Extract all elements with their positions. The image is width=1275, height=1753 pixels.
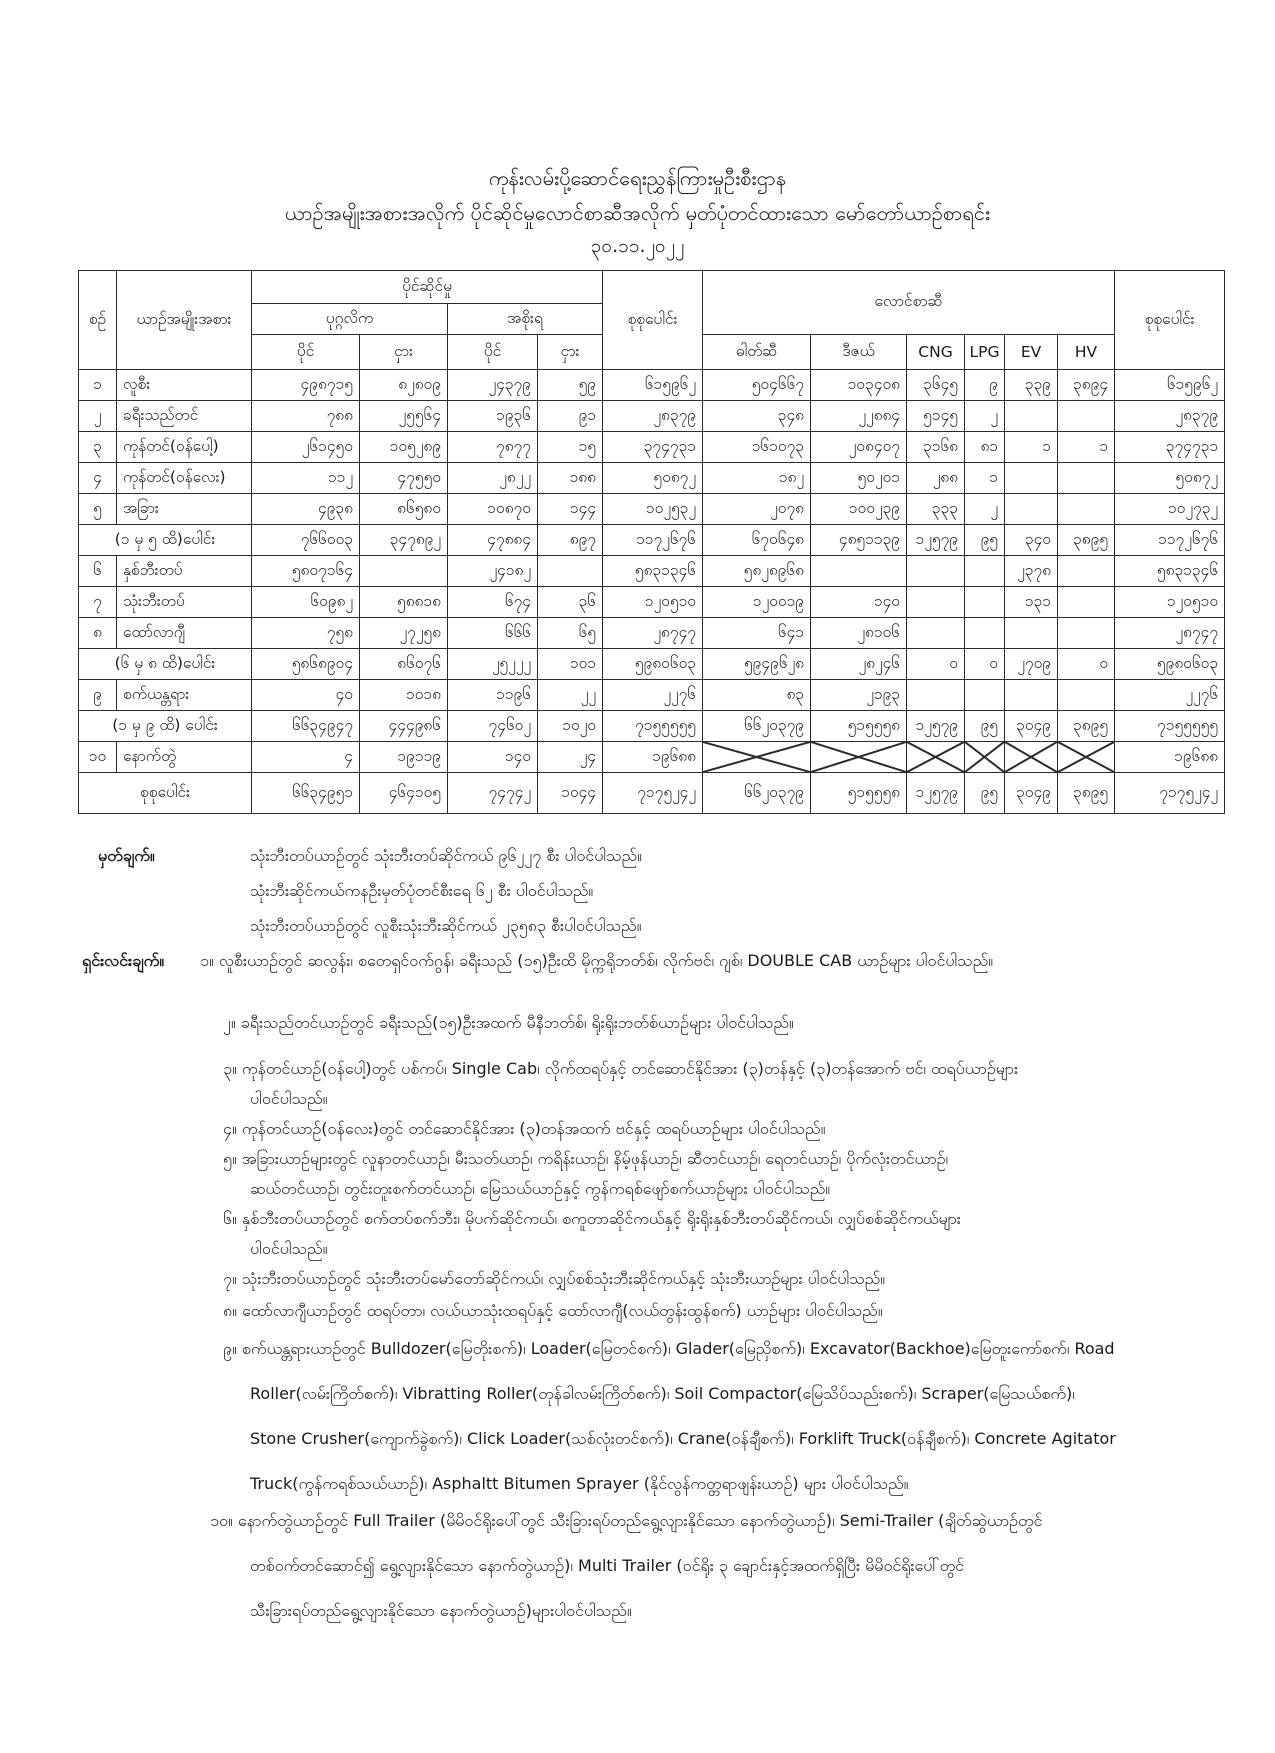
header-cng: CNG xyxy=(907,335,965,370)
data-cell: ၁၉၁၁၉ xyxy=(360,742,448,773)
data-cell: ၃၈၉၅ xyxy=(1058,525,1115,556)
data-cell xyxy=(538,556,603,587)
data-cell: ၇၈၈ xyxy=(252,401,360,432)
data-cell xyxy=(360,556,448,587)
total-cell: ၇၁၇၅၂၄၂ xyxy=(603,773,703,814)
data-cell: ၁၉၆၈၈ xyxy=(603,742,703,773)
data-cell: ၂၂၇၆ xyxy=(603,680,703,711)
document-date: ၃၀.၁၁.၂၀၂၂ xyxy=(590,235,685,257)
data-cell: ၄၉၈၇၁၅ xyxy=(252,370,360,401)
data-cell: ၂၈၃၇၉ xyxy=(603,401,703,432)
data-cell: ၃၈၉၅ xyxy=(1058,711,1115,742)
explanation-line: ၁၀။ နောက်တွဲယာဉ်တွင် Full Trailer (မိမိဝင်ရိုးပေါ်တွင် သီးခြားရပ်တည်ရွေ့လျားနိုင်သော နောက်တွဲယာဉ်)၊ Semi-Trailer (ချိတ်ဆွဲယာဉ်တွင် xyxy=(210,1511,1043,1530)
data-cell: ၁ xyxy=(1005,432,1058,463)
data-cell xyxy=(907,556,965,587)
data-cell: ၇၆၆၀၀၃ xyxy=(252,525,360,556)
data-cell: ၂ xyxy=(965,401,1005,432)
crossed-cell xyxy=(1058,742,1115,773)
row-total: ၇၁၅၅၅၅၅ xyxy=(1115,711,1225,742)
data-cell: ၅၉၄၉၆၂၈ xyxy=(703,649,811,680)
data-cell: ၁၀၂၅၃၂ xyxy=(603,494,703,525)
data-cell: ၁ xyxy=(1058,432,1115,463)
data-cell: ၅၈၆၈၉၀၄ xyxy=(252,649,360,680)
data-cell: ၆၆၃၄၉၄၇ xyxy=(252,711,360,742)
data-cell: ၃၃၉ xyxy=(1005,370,1058,401)
header-type: ယာဉ်အမျိုးအစား xyxy=(117,271,252,370)
header-government: အစိုးရ xyxy=(448,304,603,335)
row-number: ၄ xyxy=(79,463,117,494)
header-ev: EV xyxy=(1005,335,1058,370)
explanation-line: ၈။ ထော်လာဂျီယာဉ်တွင် ထရပ်တာ၊ လယ်ယာသုံးထရပ်နှင့် ထော်လာဂျီ(လယ်တွန်းထွန်စက်) ယာဉ်များ ပါဝင်ပါသည်။ xyxy=(223,1301,883,1320)
data-cell: ၁၀၁၈ xyxy=(360,680,448,711)
crossed-cell xyxy=(1005,742,1058,773)
table-row xyxy=(79,463,1225,494)
data-cell: ၈၁ xyxy=(965,432,1005,463)
data-cell: ၁၂၅၇၉ xyxy=(907,711,965,742)
data-cell xyxy=(965,618,1005,649)
grand-total-row xyxy=(79,773,1225,814)
data-cell: ၁၂၀၅၁၀ xyxy=(603,587,703,618)
table-row xyxy=(79,587,1225,618)
vehicle-type: သုံးဘီးတပ် xyxy=(117,587,252,618)
data-cell: ၅၁၅၅၅၈ xyxy=(811,711,907,742)
data-cell xyxy=(965,587,1005,618)
explanation-line: ၅။ အခြားယာဉ်များတွင် လူနာတင်ယာဉ်၊ မီးသတ်ယာဉ်၊ ကရိန်းယာဉ်၊ နိမ့်ဖုန်ယာဉ်၊ ဆီတင်ယာဉ်၊ ရေတင်ယာဉ်၊ ပိုက်လုံးတင်ယာဉ်၊ xyxy=(223,1149,949,1168)
data-cell: ၅၈၃၁၃၄၆ xyxy=(603,556,703,587)
data-cell: ၇၁၅၅၅၅၅ xyxy=(603,711,703,742)
explanation-line: ဆယ်တင်ယာဉ်၊ တွင်းတူးစက်တင်ယာဉ်၊ မြေသယ်ယာဉ်နှင့် ကွန်ကရစ်ဖျော်စက်ယာဉ်များ ပါဝင်ပါသည်။ xyxy=(250,1179,831,1198)
table-row xyxy=(79,649,1225,680)
data-cell: ၄၄၄၉၈၆ xyxy=(360,711,448,742)
header-fuel: လောင်စာဆီ xyxy=(703,271,1115,335)
explanation-line: တစ်ဝက်တင်ဆောင်၍ ရွေ့လျားနိုင်သော နောက်တွဲယာဉ်)၊ Multi Trailer (ဝင်ရိုး ၃ ချောင်းနှင့်အထက်ရှိပြီး မိမိဝင်ရိုးပေါ်တွင် xyxy=(250,1556,965,1575)
data-cell: ၆၄၁ xyxy=(703,618,811,649)
data-cell: ၁၉၃၆ xyxy=(448,401,538,432)
explanation-line: ၃။ ကုန်တင်ယာဉ်(ဝန်ပေါ့)တွင် ပစ်ကပ်၊ Single Cab၊ လိုက်ထရပ်နှင့် တင်ဆောင်နိုင်အား (၃)တန်နှင့် (၃)တန်အောက် ဗင်၊ ထရပ်ယာဉ်များ xyxy=(223,1059,1019,1078)
data-cell: ၁၄၀ xyxy=(811,587,907,618)
data-cell xyxy=(907,680,965,711)
data-cell: ၃၄၀ xyxy=(1005,525,1058,556)
data-cell: ၆၁၅၉၆၂ xyxy=(603,370,703,401)
total-cell: ၉၅ xyxy=(965,773,1005,814)
data-cell: ၁၆၁၀၇၃ xyxy=(703,432,811,463)
total-cell: ၆၆၂၀၃၇၉ xyxy=(703,773,811,814)
total-cell: ၃၈၉၅ xyxy=(1058,773,1115,814)
data-cell: ၄၀ xyxy=(252,680,360,711)
header-private-rent: ငှား xyxy=(360,335,448,370)
vehicle-type: နှစ်ဘီးတပ် xyxy=(117,556,252,587)
total-cell: ၆၆၃၄၉၅၁ xyxy=(252,773,360,814)
data-cell: ၅၀၂၀၁ xyxy=(811,463,907,494)
vehicle-type: လူစီး xyxy=(117,370,252,401)
header-total: စုစုပေါင်း xyxy=(603,271,703,370)
data-cell: ၅၈၂၈၉၆၈ xyxy=(703,556,811,587)
total-cell: ၁၂၅၇၉ xyxy=(907,773,965,814)
row-number: ၁ xyxy=(79,370,117,401)
explanation-line: ၆။ နှစ်ဘီးတပ်ယာဉ်တွင် စက်တပ်စက်ဘီး၊ မိုပက်ဆိုင်ကယ်၊ စကူတာဆိုင်ကယ်နှင့် ရိုးရိုးနှစ်ဘီးတပ်ဆိုင်ကယ်၊ လျှပ်စစ်ဆိုင်ကယ်များ xyxy=(223,1209,961,1228)
department-title: ကုန်းလမ်းပို့ဆောင်ရေးညွှန်ကြားမှုဦးစီးဌာန xyxy=(488,166,787,190)
vehicle-type: ခရီးသည်တင် xyxy=(117,401,252,432)
data-cell: ၉၅ xyxy=(965,711,1005,742)
data-cell: ၁၂၅၇၉ xyxy=(907,525,965,556)
data-cell xyxy=(965,680,1005,711)
data-cell: ၂၁၉၃ xyxy=(811,680,907,711)
header-diesel: ဒီဇယ် xyxy=(811,335,907,370)
data-cell: ၁၅ xyxy=(538,432,603,463)
vehicle-type: ကုန်တင်(ဝန်လေး) xyxy=(117,463,252,494)
data-cell: ၁၈၂ xyxy=(703,463,811,494)
row-number: ၃ xyxy=(79,432,117,463)
data-cell: ၆၇၀၆၄၈ xyxy=(703,525,811,556)
row-number: ၁၀ xyxy=(79,742,117,773)
explanation-line: Truck(ကွန်ကရစ်သယ်ယာဉ်)၊ Asphaltt Bitumen Sprayer (နိုင်လွန်ကတ္တရာဖျန်းယာဉ်) များ ပါဝင်ပါသည်။ xyxy=(250,1474,909,1493)
data-cell: ၂၂၈၈၄ xyxy=(811,401,907,432)
data-cell: ၆၀၉၈၂ xyxy=(252,587,360,618)
explanation-line: ၁။ လူစီးယာဉ်တွင် ဆလွန်း၊ စတေရှင်ဝက်ဂွန်၊ ခရီးသည် (၁၅)ဦးထိ မိုက္ကရိုဘတ်စ်၊ လိုက်ဗင်၊ ဂျစ်၊ DOUBLE CAB ယာဉ်များ ပါဝင်ပါသည်။ xyxy=(200,951,994,970)
data-cell: ၃၃၃ xyxy=(907,494,965,525)
crossed-cell xyxy=(907,742,965,773)
data-cell: ၁၃၁ xyxy=(1005,587,1058,618)
data-cell xyxy=(1058,401,1115,432)
data-cell: ၅၀၄၆၆၇ xyxy=(703,370,811,401)
data-cell: ၆၆၂၀၃၇၉ xyxy=(703,711,811,742)
table-row xyxy=(79,525,1225,556)
data-cell: ၀ xyxy=(907,649,965,680)
explanation-line: ပါဝင်ပါသည်။ xyxy=(250,1089,328,1108)
row-total: ၅၉၈၀၆၀၃ xyxy=(1115,649,1225,680)
data-cell: ၇၄၆၀၂ xyxy=(448,711,538,742)
crossed-cell xyxy=(965,742,1005,773)
explanation-line: Roller(လမ်းကြိတ်စက်)၊ Vibratting Roller(တုန်ခါလမ်းကြိတ်စက်)၊ Soil Compactor(မြေသိပ်သည်းစက်)၊ Scraper(မြေသယ်စက်)၊ xyxy=(250,1384,1075,1403)
data-cell: ၈၂၈၀၉ xyxy=(360,370,448,401)
data-cell: ၂၈၇၄၇ xyxy=(603,618,703,649)
data-cell xyxy=(1005,680,1058,711)
header-lpg: LPG xyxy=(965,335,1005,370)
data-cell: ၂၄၃၇၉ xyxy=(448,370,538,401)
data-cell: ၃၄၈ xyxy=(703,401,811,432)
data-cell: ၄၈၅၁၁၃၉ xyxy=(811,525,907,556)
data-cell xyxy=(811,556,907,587)
row-number: ၈ xyxy=(79,618,117,649)
data-cell: ၂ xyxy=(965,494,1005,525)
data-cell xyxy=(1058,556,1115,587)
data-cell: ၂၈၈ xyxy=(907,463,965,494)
data-cell: ၈၆၀၇၆ xyxy=(360,649,448,680)
data-cell: ၂၀၇၈ xyxy=(703,494,811,525)
total-cell: ၄၆၄၁၀၅ xyxy=(360,773,448,814)
grand-total-label: စုစုပေါင်း xyxy=(79,773,252,814)
data-cell: ၅၉၈၀၆၀၃ xyxy=(603,649,703,680)
data-cell: ၂၈၂၄၆ xyxy=(811,649,907,680)
data-cell: ၁၂၀၀၁၉ xyxy=(703,587,811,618)
data-cell: ၁၄၀ xyxy=(448,742,538,773)
data-cell: ၅၁၄၅ xyxy=(907,401,965,432)
row-number: ၇ xyxy=(79,587,117,618)
row-number: ၉ xyxy=(79,680,117,711)
data-cell: ၆၅ xyxy=(538,618,603,649)
explanation-line: ၇။ သုံးဘီးတပ်ယာဉ်တွင် သုံးဘီးတပ်မော်တော်ဆိုင်ကယ်၊ လျှပ်စစ်သုံးဘီးဆိုင်ကယ်နှင့် သုံးဘီးယာဉ်များ ပါဝင်ပါသည်။ xyxy=(223,1269,886,1288)
data-cell xyxy=(1005,463,1058,494)
data-cell: ၂၅၅၆၄ xyxy=(360,401,448,432)
total-cell: ၃၀၄၉ xyxy=(1005,773,1058,814)
data-cell: ၁၀၅၂၈၉ xyxy=(360,432,448,463)
table-row xyxy=(79,711,1225,742)
vehicle-type: ထော်လာဂျီ xyxy=(117,618,252,649)
row-number: ၂ xyxy=(79,401,117,432)
data-cell xyxy=(1005,494,1058,525)
row-total: ၃၇၄၇၃၁ xyxy=(1115,432,1225,463)
remarks-label: မှတ်ချက်။ xyxy=(98,846,155,865)
data-cell: ၁၈၈ xyxy=(538,463,603,494)
data-cell: ၄ xyxy=(252,742,360,773)
data-cell xyxy=(1058,463,1115,494)
data-cell: ၄၇၅၅၀ xyxy=(360,463,448,494)
crossed-cell xyxy=(703,742,811,773)
row-number: ၅ xyxy=(79,494,117,525)
data-cell: ၅၈၈၁၈ xyxy=(360,587,448,618)
data-cell: ၂၇၀၉ xyxy=(1005,649,1058,680)
remark-line: သုံးဘီးတပ်ယာဉ်တွင် သုံးဘီးတပ်ဆိုင်ကယ် ၉၆၂၂၇ စီး ပါဝင်ပါသည်။ xyxy=(250,846,642,865)
data-cell: ၁၀၀၂၃၉ xyxy=(811,494,907,525)
data-cell xyxy=(907,587,965,618)
data-cell: ၄၉၃၈ xyxy=(252,494,360,525)
data-cell xyxy=(1058,618,1115,649)
row-total: ၅၀၈၇၂ xyxy=(1115,463,1225,494)
data-cell: ၉၁ xyxy=(538,401,603,432)
explanation-line: ၂။ ခရီးသည်တင်ယာဉ်တွင် ခရီးသည်(၁၅)ဦးအထက် မီနီဘတ်စ်၊ ရိုးရိုးဘတ်စ်ယာဉ်များ ပါဝင်ပါသည်။ xyxy=(223,1013,794,1032)
remark-line: သုံးဘီးတပ်ယာဉ်တွင် လူစီးသုံးဘီးဆိုင်ကယ် ၂၃၅၈၃ စီးပါဝင်ပါသည်။ xyxy=(250,916,642,935)
data-cell: ၈၉၇ xyxy=(538,525,603,556)
header-hv: HV xyxy=(1058,335,1115,370)
data-cell: ၇၅၈ xyxy=(252,618,360,649)
header-private-own: ပိုင် xyxy=(252,335,360,370)
crossed-cell xyxy=(811,742,907,773)
grand-total-value: ၇၁၇၅၂၄၂ xyxy=(1115,773,1225,814)
total-cell: ၅၁၅၅၅၈ xyxy=(811,773,907,814)
table-row xyxy=(79,556,1225,587)
data-cell: ၂၄ xyxy=(538,742,603,773)
explanation-line: ပါဝင်ပါသည်။ xyxy=(250,1239,328,1258)
header-government-own: ပိုင် xyxy=(448,335,538,370)
data-cell: ၂၄၁၈၂ xyxy=(448,556,538,587)
subtotal-label: (၆ မှ ၈ ထိ)ပေါင်း xyxy=(79,649,252,680)
data-cell: ၅၉ xyxy=(538,370,603,401)
data-cell: ၇၈၇၇ xyxy=(448,432,538,463)
data-cell: ၂၃၇၈ xyxy=(1005,556,1058,587)
document-title: ယာဉ်အမျိုးအစားအလိုက် ပိုင်ဆိုင်မှုလောင်စာဆီအလိုက် မှတ်ပုံတင်ထားသော မော်တော်ယာဉ်စာရင်း xyxy=(284,201,991,225)
row-total: ၁၀၂၇၃၂ xyxy=(1115,494,1225,525)
row-total: ၂၈၇၄၇ xyxy=(1115,618,1225,649)
data-cell: ၁၀၁ xyxy=(538,649,603,680)
header-grand-total: စုစုပေါင်း xyxy=(1115,271,1225,370)
table-row xyxy=(79,370,1225,401)
data-cell: ၀ xyxy=(965,649,1005,680)
table-row xyxy=(79,680,1225,711)
vehicle-registration-table xyxy=(78,270,1225,814)
data-cell xyxy=(1058,587,1115,618)
data-cell: ၁ xyxy=(965,463,1005,494)
explanation-line: သီးခြားရပ်တည်ရွေ့လျားနိုင်သော နောက်တွဲယာဉ်)များပါဝင်ပါသည်။ xyxy=(250,1601,632,1620)
data-cell: ၁၄၄ xyxy=(538,494,603,525)
data-cell: ၁၁၇၂၆၇၆ xyxy=(603,525,703,556)
header-no: စဉ် xyxy=(79,271,117,370)
data-cell: ၈၃ xyxy=(703,680,811,711)
row-total: ၁၂၀၅၁၀ xyxy=(1115,587,1225,618)
data-cell: ၉၅ xyxy=(965,525,1005,556)
vehicle-type: အခြား xyxy=(117,494,252,525)
data-cell: ၁၀၃၄၀၈ xyxy=(811,370,907,401)
data-cell: ၅၈၀၇၁၆၄ xyxy=(252,556,360,587)
data-cell: ၃၄၇၈၉၂ xyxy=(360,525,448,556)
data-cell: ၃၆၄၅ xyxy=(907,370,965,401)
data-cell: ၃၁၆၈ xyxy=(907,432,965,463)
data-cell: ၃၆ xyxy=(538,587,603,618)
data-cell: ၂၇၂၅၈ xyxy=(360,618,448,649)
remark-line: သုံးဘီးဆိုင်ကယ်ကနဦးမှတ်ပုံတင်စီးရေ ၆၂ စီး ပါဝင်ပါသည်။ xyxy=(250,881,594,900)
data-cell: ၄၇၈၈၄ xyxy=(448,525,538,556)
data-cell: ၆၇၄ xyxy=(448,587,538,618)
data-cell: ၂၈၂၂ xyxy=(448,463,538,494)
explanation-line: ၄။ ကုန်တင်ယာဉ်(ဝန်လေး)တွင် တင်ဆောင်နိုင်အား (၃)တန်အထက် ဗင်နှင့် ထရပ်ယာဉ်များ ပါဝင်ပါသည်။ xyxy=(223,1119,826,1138)
table-row xyxy=(79,432,1225,463)
row-total: ၆၁၅၉၆၂ xyxy=(1115,370,1225,401)
row-number: ၆ xyxy=(79,556,117,587)
data-cell: ၁၀၈၇၀ xyxy=(448,494,538,525)
explanation-label: ရှင်းလင်းချက်။ xyxy=(82,951,165,970)
table-row xyxy=(79,494,1225,525)
header-petrol: ဓါတ်ဆီ xyxy=(703,335,811,370)
table-row xyxy=(79,742,1225,773)
header-ownership: ပိုင်ဆိုင်မှု xyxy=(252,271,603,304)
data-cell: ၅၀၈၇၂ xyxy=(603,463,703,494)
vehicle-type: နောက်တွဲ xyxy=(117,742,252,773)
row-total: ၂၂၇၆ xyxy=(1115,680,1225,711)
header-private: ပုဂ္ဂလိက xyxy=(252,304,448,335)
data-cell: ၃၈၉၄ xyxy=(1058,370,1115,401)
data-cell: ၁၀၂၀ xyxy=(538,711,603,742)
vehicle-type: ကုန်တင်(ဝန်ပေါ့) xyxy=(117,432,252,463)
subtotal-label: (၁ မှ ၅ ထိ)ပေါင်း xyxy=(79,525,252,556)
data-cell xyxy=(1058,680,1115,711)
data-cell: ၆၆၆ xyxy=(448,618,538,649)
data-cell: ၂၆၁၄၅၀ xyxy=(252,432,360,463)
explanation-line: ၉။ စက်ယန္တရားယာဉ်တွင် Bulldozer(မြေတိုးစက်)၊ Loader(မြေတင်စက်)၊ Glader(မြေညှိစက်)၊ Excavator(Backhoe)မြေတူးကော်စက်၊ Road xyxy=(223,1339,1115,1358)
data-cell xyxy=(965,556,1005,587)
data-cell: ၂၅၂၂၂ xyxy=(448,649,538,680)
data-cell xyxy=(1058,494,1115,525)
data-cell: ၉ xyxy=(965,370,1005,401)
data-cell xyxy=(907,618,965,649)
data-cell: ၂၀၈၄၀၇ xyxy=(811,432,907,463)
table-row xyxy=(79,618,1225,649)
subtotal-label: (၁ မှ ၉ ထိ) ပေါင်း xyxy=(79,711,252,742)
total-cell: ၇၄၇၄၂ xyxy=(448,773,538,814)
data-cell: ၂၈၁၀၆ xyxy=(811,618,907,649)
total-cell: ၁၀၄၄ xyxy=(538,773,603,814)
data-cell: ၀ xyxy=(1058,649,1115,680)
data-cell: ၁၁၂ xyxy=(252,463,360,494)
table-row xyxy=(79,401,1225,432)
data-cell xyxy=(1005,401,1058,432)
header-government-rent: ငှား xyxy=(538,335,603,370)
explanation-line: Stone Crusher(ကျောက်ခွဲစက်)၊ Click Loader(သစ်လုံးတင်စက်)၊ Crane(ဝန်ချီစက်)၊ Forklift Truck(ဝန်ချီစက်)၊ Concrete Agitator xyxy=(250,1429,1116,1448)
data-cell: ၂၂ xyxy=(538,680,603,711)
data-cell: ၃၇၄၇၃၁ xyxy=(603,432,703,463)
data-cell xyxy=(1005,618,1058,649)
data-cell: ၈၆၅၈၀ xyxy=(360,494,448,525)
data-cell: ၃၀၄၉ xyxy=(1005,711,1058,742)
row-total: ၂၈၃၇၉ xyxy=(1115,401,1225,432)
data-cell: ၁၁၉၆ xyxy=(448,680,538,711)
row-total: ၁၁၇၂၆၇၆ xyxy=(1115,525,1225,556)
row-total: ၅၈၃၁၃၄၆ xyxy=(1115,556,1225,587)
vehicle-type: စက်ယန္တရား xyxy=(117,680,252,711)
row-total: ၁၉၆၈၈ xyxy=(1115,742,1225,773)
